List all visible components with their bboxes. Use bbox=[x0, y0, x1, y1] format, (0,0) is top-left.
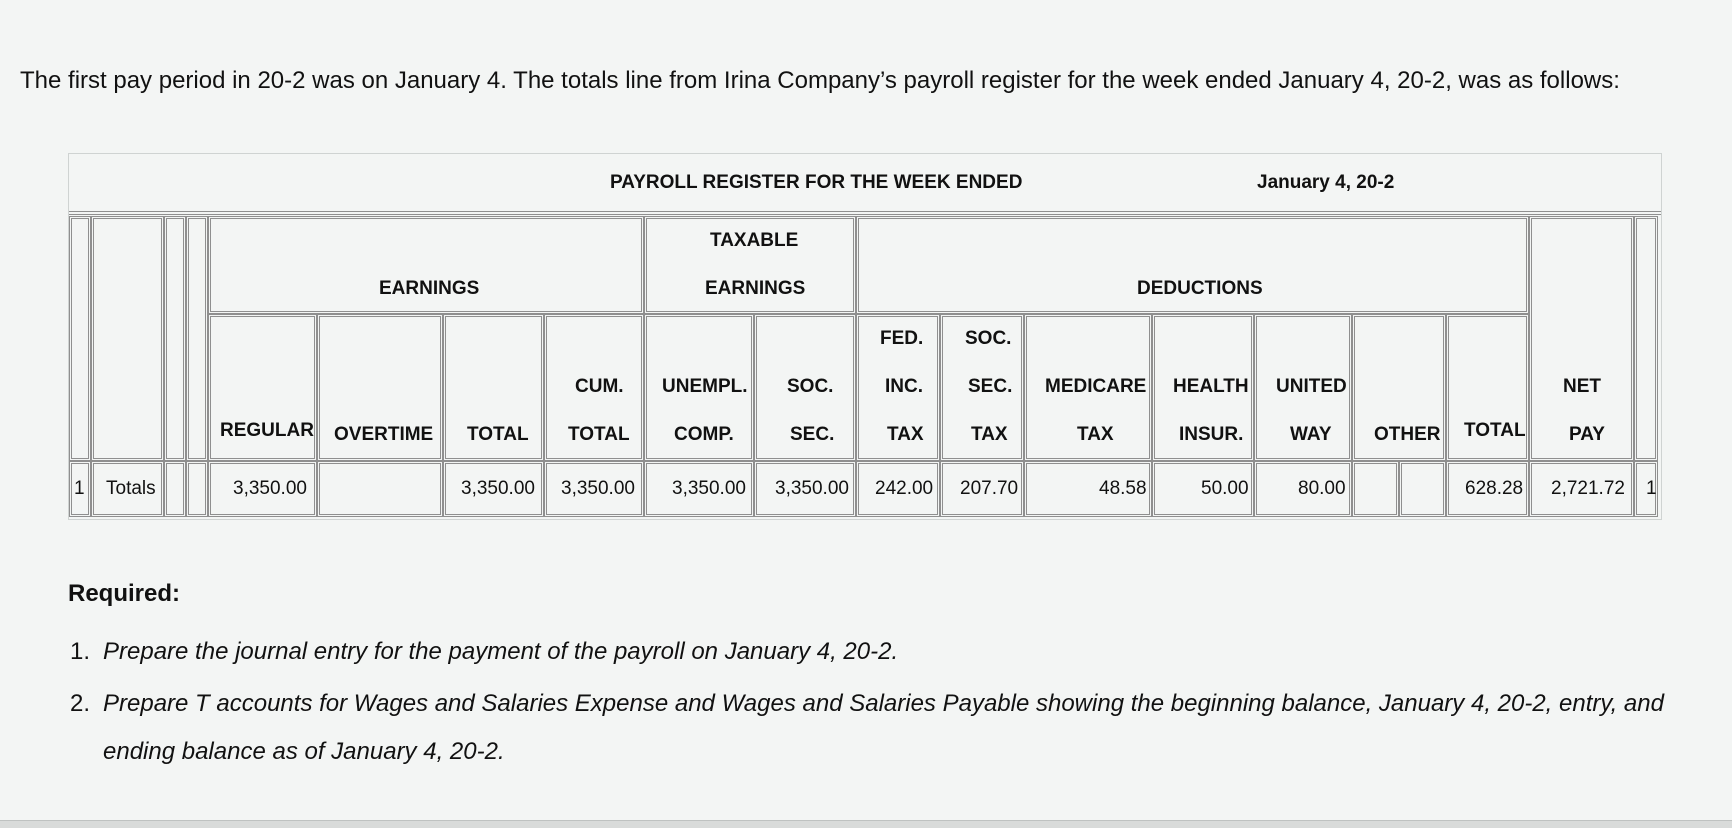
col-fed-line2: INC. bbox=[885, 376, 923, 397]
col-unempl-line2: COMP. bbox=[674, 424, 734, 445]
row-health-insur: 50.00 bbox=[1201, 478, 1249, 499]
row-net-pay: 2,721.72 bbox=[1551, 478, 1625, 499]
col-health-line1: HEALTH bbox=[1173, 376, 1249, 397]
col-cum-total-line1: CUM. bbox=[575, 376, 624, 397]
row-soc-sec-tax: 207.70 bbox=[960, 478, 1019, 499]
row-line-number-right: 1 bbox=[1646, 478, 1657, 499]
col-other: OTHER bbox=[1374, 424, 1441, 445]
col-fed-line1: FED. bbox=[880, 328, 924, 349]
row-unempl-comp: 3,350.00 bbox=[672, 478, 746, 499]
earnings-header: EARNINGS bbox=[379, 278, 480, 299]
col-medicare-line2: TAX bbox=[1077, 424, 1114, 445]
payroll-register-table bbox=[68, 153, 1662, 520]
row-cum-total: 3,350.00 bbox=[561, 478, 635, 499]
required-heading: Required: bbox=[68, 580, 181, 607]
col-soctax-line1: SOC. bbox=[965, 328, 1012, 349]
list-item-number: 1. bbox=[70, 638, 91, 665]
deductions-header: DEDUCTIONS bbox=[1137, 278, 1263, 299]
register-title: PAYROLL REGISTER FOR THE WEEK ENDED bbox=[610, 172, 1023, 193]
row-regular: 3,350.00 bbox=[233, 478, 307, 499]
col-medicare-line1: MEDICARE bbox=[1045, 376, 1147, 397]
intro-text: The first pay period in 20-2 was on January 4. The totals line from Irina Company’s payroll register for the week ended January 4, 20-2, was as follows: bbox=[20, 67, 1620, 94]
list-item-number: 2. bbox=[70, 690, 91, 717]
row-medicare-tax: 48.58 bbox=[1099, 478, 1147, 499]
col-united-line2: WAY bbox=[1290, 424, 1332, 445]
taxable-header-line2: EARNINGS bbox=[705, 278, 806, 299]
col-net-line2: PAY bbox=[1569, 424, 1605, 445]
taxable-header-line1: TAXABLE bbox=[710, 230, 799, 251]
col-health-line2: INSUR. bbox=[1179, 424, 1244, 445]
col-total: TOTAL bbox=[467, 424, 529, 445]
row-total: 3,350.00 bbox=[461, 478, 535, 499]
col-socsec-line2: SEC. bbox=[790, 424, 835, 445]
list-item-text: Prepare T accounts for Wages and Salaries Expense and Wages and Salaries Payable showing the beginning balance, January 4, 20-2, entry, and ending balance as of January 4, 20-2. bbox=[103, 690, 1664, 765]
row-united-way: 80.00 bbox=[1298, 478, 1346, 499]
row-ded-total: 628.28 bbox=[1465, 478, 1524, 499]
col-fed-line3: TAX bbox=[887, 424, 924, 445]
col-soctax-line2: SEC. bbox=[968, 376, 1013, 397]
col-united-line1: UNITED bbox=[1276, 376, 1347, 397]
list-item bbox=[68, 680, 1668, 776]
col-unempl-line1: UNEMPL. bbox=[662, 376, 748, 397]
row-label: Totals bbox=[106, 478, 156, 499]
row-soc-sec: 3,350.00 bbox=[775, 478, 849, 499]
row-fed-inc-tax: 242.00 bbox=[875, 478, 934, 499]
list-item-text: Prepare the journal entry for the payment of the payroll on January 4, 20-2. bbox=[103, 638, 899, 665]
required-list bbox=[68, 628, 1668, 776]
col-regular: REGULAR bbox=[220, 420, 314, 441]
bottom-divider bbox=[0, 820, 1732, 828]
register-date: January 4, 20-2 bbox=[1257, 172, 1395, 193]
col-socsec-line1: SOC. bbox=[787, 376, 834, 397]
col-net-line1: NET bbox=[1563, 376, 1601, 397]
col-ded-total: TOTAL bbox=[1464, 420, 1526, 441]
col-soctax-line3: TAX bbox=[971, 424, 1008, 445]
row-line-number: 1 bbox=[74, 478, 85, 499]
col-cum-total-line2: TOTAL bbox=[568, 424, 630, 445]
col-overtime: OVERTIME bbox=[334, 424, 434, 445]
list-item bbox=[68, 628, 1668, 676]
